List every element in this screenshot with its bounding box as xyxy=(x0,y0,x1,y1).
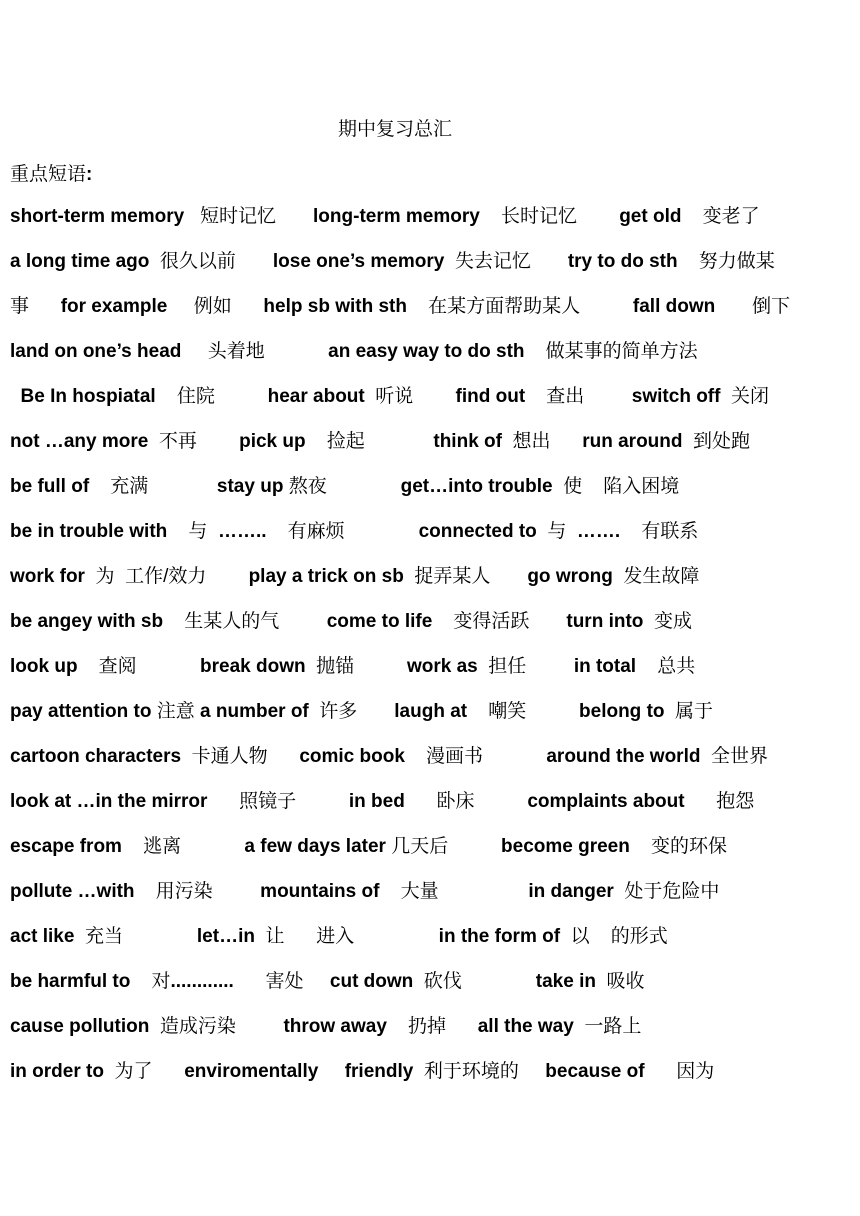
english-phrase: …….. xyxy=(217,521,267,542)
english-phrase: pay attention to xyxy=(10,701,152,722)
phrase-line xyxy=(10,292,790,322)
english-phrase: get old xyxy=(619,206,682,227)
phrase-line xyxy=(10,562,699,592)
page-title: 期中复习总汇 xyxy=(337,119,452,140)
english-phrase: ……. xyxy=(576,521,621,542)
english-phrase: hear about xyxy=(267,386,365,407)
chinese-meaning: 捡起 xyxy=(305,431,434,452)
chinese-meaning: 为了 xyxy=(103,1061,185,1082)
phrase-line xyxy=(10,787,754,817)
english-phrase: around the world xyxy=(546,746,701,767)
english-phrase: complaints about xyxy=(527,791,685,812)
chinese-meaning: 全世界 xyxy=(700,746,769,767)
phrase-line xyxy=(10,922,668,952)
chinese-meaning: 卡通人物 xyxy=(181,746,300,767)
english-phrase: act like xyxy=(10,926,75,947)
english-phrase: comic book xyxy=(299,746,405,767)
chinese-meaning: 对 xyxy=(130,971,171,992)
chinese-meaning: 失去记忆 xyxy=(444,251,568,272)
chinese-meaning: 很久以前 xyxy=(149,251,273,272)
chinese-meaning: 不再 xyxy=(148,431,240,452)
english-phrase: work for xyxy=(10,566,85,587)
chinese-meaning: 用污染 xyxy=(134,881,261,902)
chinese-meaning: 查阅 xyxy=(77,656,201,677)
section-label: 重点短语 xyxy=(10,164,87,185)
chinese-meaning: 砍伐 xyxy=(413,971,536,992)
phrase-line xyxy=(10,967,645,997)
english-phrase: pollute …with xyxy=(10,881,135,902)
chinese-meaning: 发生故障 xyxy=(612,566,700,587)
chinese-meaning: 充当 xyxy=(74,926,197,947)
chinese-meaning: 短时记忆 xyxy=(184,206,314,227)
phrase-line xyxy=(10,202,760,232)
english-phrase: be angey with sb xyxy=(10,611,164,632)
english-phrase: help sb with sth xyxy=(263,296,407,317)
english-phrase: short-term memory xyxy=(10,206,185,227)
english-phrase: mountains of xyxy=(260,881,380,902)
chinese-meaning: 注意 xyxy=(151,701,201,722)
english-phrase: friendly xyxy=(344,1061,414,1082)
chinese-meaning: 吸收 xyxy=(595,971,645,992)
chinese-meaning: 例如 xyxy=(167,296,264,317)
english-phrase: look at …in the mirror xyxy=(10,791,208,812)
phrase-line xyxy=(10,1057,714,1087)
chinese-meaning: 为 工作/效力 xyxy=(84,566,249,587)
chinese-meaning: 有联系 xyxy=(620,521,699,542)
phrase-line xyxy=(10,742,768,772)
chinese-meaning: 利于环境的 xyxy=(413,1061,546,1082)
english-phrase: a few days later xyxy=(244,836,386,857)
phrase-line xyxy=(10,427,750,457)
english-phrase: run around xyxy=(582,431,683,452)
english-phrase: find out xyxy=(455,386,526,407)
chinese-meaning: 变成 xyxy=(643,611,692,632)
english-phrase: laugh at xyxy=(394,701,468,722)
english-phrase: break down xyxy=(200,656,306,677)
english-phrase: in danger xyxy=(528,881,614,902)
section-heading xyxy=(10,159,92,186)
chinese-meaning: 变的环保 xyxy=(629,836,727,857)
english-phrase: enviromentally xyxy=(184,1061,319,1082)
chinese-meaning: 以 的形式 xyxy=(560,926,668,947)
chinese-meaning: 属于 xyxy=(664,701,714,722)
chinese-meaning: 害处 xyxy=(233,971,330,992)
section-colon: : xyxy=(86,164,93,185)
english-phrase: ............ xyxy=(170,971,234,992)
chinese-meaning: 熬夜 xyxy=(283,476,401,497)
english-phrase: be full of xyxy=(10,476,90,497)
english-phrase: play a trick on sb xyxy=(248,566,404,587)
chinese-meaning: 嘲笑 xyxy=(467,701,580,722)
english-phrase: belong to xyxy=(579,701,665,722)
english-phrase: an easy way to do sth xyxy=(328,341,525,362)
chinese-meaning: 头着地 xyxy=(181,341,329,362)
chinese-meaning: 关闭 xyxy=(720,386,770,407)
phrase-line xyxy=(10,652,695,682)
english-phrase: for example xyxy=(60,296,168,317)
english-phrase: switch off xyxy=(631,386,721,407)
chinese-meaning: 抱怨 xyxy=(684,791,755,812)
english-phrase: try to do sth xyxy=(567,251,678,272)
chinese-meaning: 抛锚 xyxy=(305,656,407,677)
english-phrase: think of xyxy=(433,431,502,452)
english-phrase: cartoon characters xyxy=(10,746,182,767)
chinese-meaning: 逃离 xyxy=(121,836,245,857)
english-phrase: go wrong xyxy=(527,566,613,587)
english-phrase: not …any more xyxy=(10,431,149,452)
english-phrase: stay up xyxy=(216,476,284,497)
english-phrase: come to life xyxy=(326,611,433,632)
english-phrase: turn into xyxy=(566,611,644,632)
english-phrase: long-term memory xyxy=(313,206,480,227)
phrase-line xyxy=(10,832,727,862)
chinese-meaning: 充满 xyxy=(89,476,217,497)
chinese-meaning: 处于危险中 xyxy=(613,881,720,902)
chinese-meaning: 卧床 xyxy=(404,791,528,812)
chinese-meaning: 造成污染 xyxy=(149,1016,284,1037)
english-phrase: Be In hospiatal xyxy=(10,386,156,407)
chinese-meaning: 使 陷入困境 xyxy=(552,476,680,497)
english-phrase: escape from xyxy=(10,836,122,857)
phrase-line xyxy=(10,517,698,547)
english-phrase: cause pollution xyxy=(10,1016,150,1037)
chinese-meaning: 听说 xyxy=(364,386,456,407)
chinese-meaning: 扔掉 xyxy=(386,1016,478,1037)
english-phrase: become green xyxy=(501,836,630,857)
english-phrase: work as xyxy=(406,656,478,677)
chinese-meaning: 让 进入 xyxy=(254,926,439,947)
english-phrase: in total xyxy=(573,656,637,677)
english-phrase: connected to xyxy=(418,521,537,542)
english-phrase: pick up xyxy=(239,431,306,452)
english-phrase: look up xyxy=(10,656,78,677)
chinese-meaning: 长时记忆 xyxy=(479,206,620,227)
chinese-meaning: 担任 xyxy=(477,656,574,677)
chinese-meaning: 住院 xyxy=(155,386,268,407)
english-phrase: take in xyxy=(535,971,596,992)
english-phrase: in bed xyxy=(348,791,405,812)
chinese-meaning: 照镜子 xyxy=(207,791,349,812)
chinese-meaning: 变老了 xyxy=(681,206,760,227)
english-phrase: let…in xyxy=(196,926,255,947)
english-phrase: throw away xyxy=(283,1016,387,1037)
english-phrase: in the form of xyxy=(438,926,561,947)
chinese-meaning: 与 xyxy=(536,521,577,542)
phrase-line xyxy=(10,472,679,502)
chinese-meaning: 几天后 xyxy=(385,836,502,857)
phrase-line xyxy=(10,247,775,277)
chinese-meaning: 因为 xyxy=(644,1061,715,1082)
phrase-line xyxy=(10,697,713,727)
phrase-line xyxy=(10,877,719,907)
english-phrase: because of xyxy=(545,1061,645,1082)
english-phrase: a number of xyxy=(200,701,309,722)
chinese-meaning: 变得活跃 xyxy=(432,611,567,632)
english-phrase: get…into trouble xyxy=(400,476,553,497)
chinese-meaning: 努力做某 xyxy=(677,251,775,272)
english-phrase: be in trouble with xyxy=(10,521,168,542)
english-phrase: land on one’s head xyxy=(10,341,182,362)
chinese-meaning xyxy=(318,1061,344,1082)
phrase-line xyxy=(10,607,692,637)
english-phrase: fall down xyxy=(632,296,716,317)
phrase-line xyxy=(10,382,769,412)
chinese-meaning: 与 xyxy=(167,521,218,542)
chinese-meaning: 许多 xyxy=(308,701,395,722)
english-phrase: be harmful to xyxy=(10,971,131,992)
chinese-meaning: 生某人的气 xyxy=(163,611,327,632)
english-phrase: a long time ago xyxy=(10,251,150,272)
english-phrase: lose one’s memory xyxy=(272,251,445,272)
english-phrase: cut down xyxy=(329,971,414,992)
chinese-meaning: 事 xyxy=(10,296,61,317)
phrase-line xyxy=(10,1012,641,1042)
chinese-meaning: 想出 xyxy=(501,431,583,452)
chinese-meaning: 查出 xyxy=(525,386,632,407)
chinese-meaning: 捉弄某人 xyxy=(403,566,528,587)
chinese-meaning: 漫画书 xyxy=(404,746,547,767)
chinese-meaning: 有麻烦 xyxy=(266,521,419,542)
english-phrase: all the way xyxy=(477,1016,574,1037)
chinese-meaning: 在某方面帮助某人 xyxy=(406,296,633,317)
chinese-meaning: 倒下 xyxy=(715,296,791,317)
chinese-meaning: 大量 xyxy=(379,881,529,902)
chinese-meaning: 做某事的简单方法 xyxy=(524,341,698,362)
chinese-meaning: 到处跑 xyxy=(682,431,751,452)
chinese-meaning: 一路上 xyxy=(573,1016,642,1037)
phrase-line xyxy=(10,337,698,367)
chinese-meaning: 总共 xyxy=(636,656,696,677)
english-phrase: in order to xyxy=(10,1061,104,1082)
